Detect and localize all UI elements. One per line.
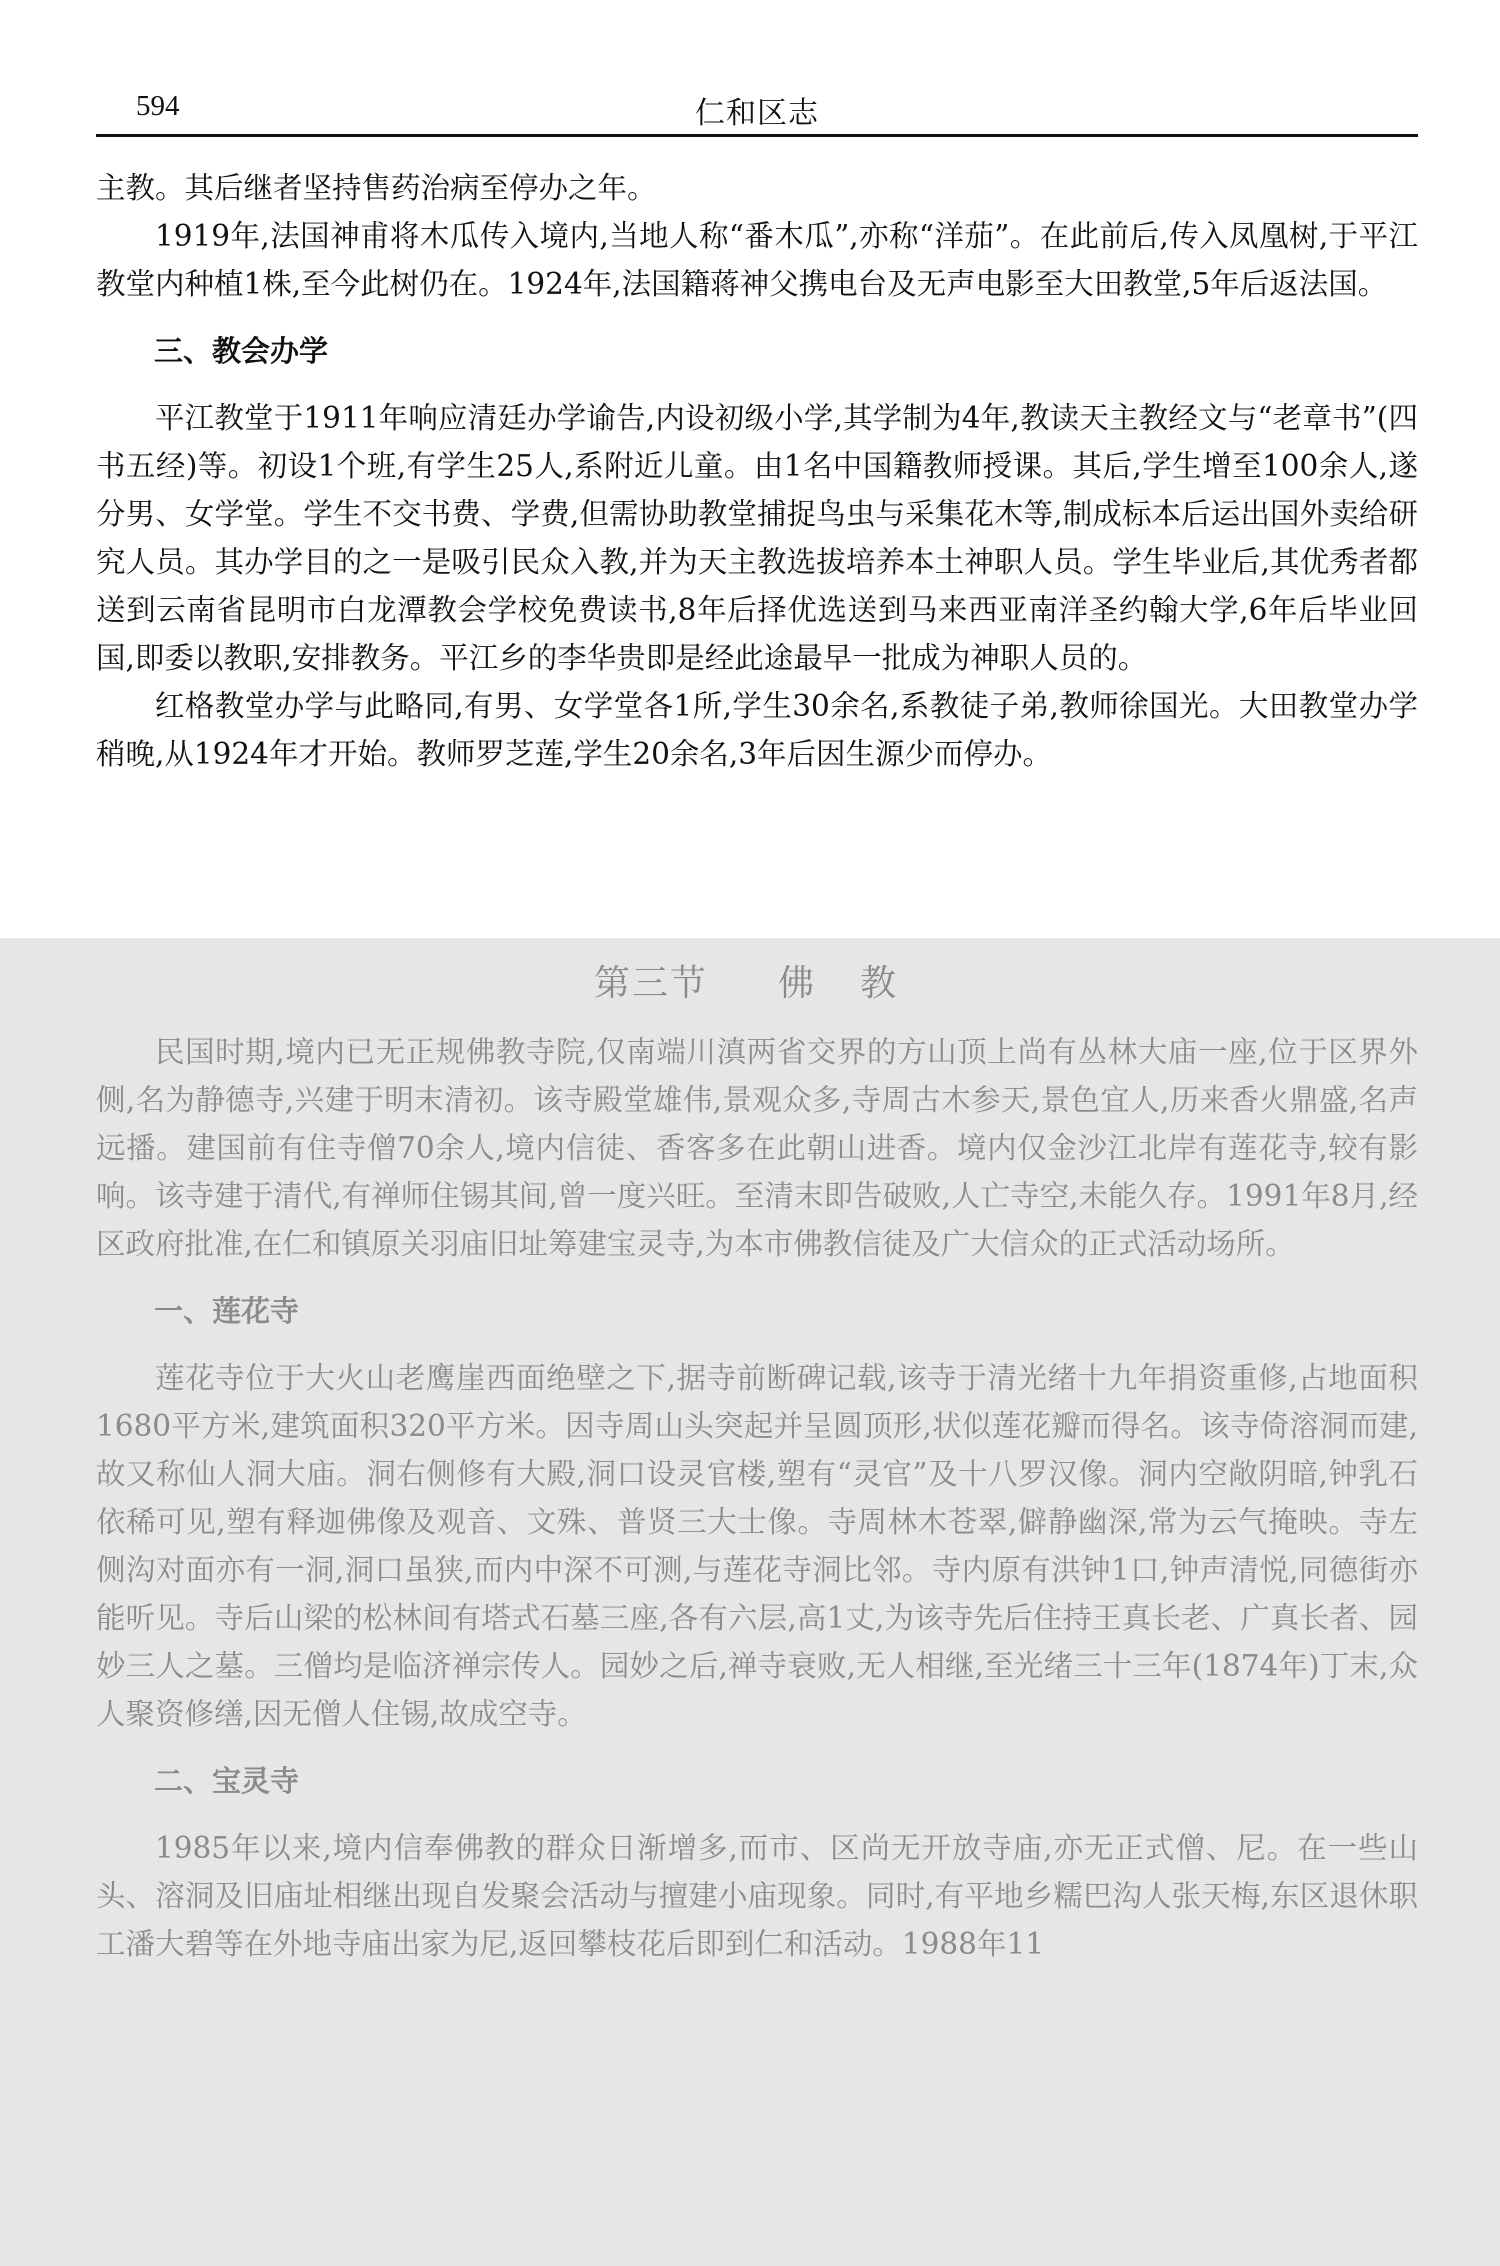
section-heading-lianhua: 一、莲花寺 [154,1294,300,1328]
page-header [96,84,1418,131]
paragraph-continuation: 主教。其后继者坚持售药治病至停办之年。 [96,171,657,205]
lower-text-block [96,938,1418,1968]
chapter-label: 第三节 [593,963,708,1004]
paragraph-pingjiang-school: 平江教堂于1911年响应清廷办学谕告,内设初级小学,其学制为4年,教读天主教经文与“老章书”(四书五经)等。初设1个班,有学生25人,系附近儿童。由1名中国籍教师授课。其后,学生增至100余人,遂分男、女学堂。学生不交书费、学费,但需协助教堂捕捉鸟虫与采集花木等,制成标本后运出国外卖给研究人员。其办学目的之一是吸引民众入教,并为天主教选拔培养本土神职人员。学生毕业后,其优秀者都送到云南省昆明市白龙潭教会学校免费读书,8年后择优选送到马来西亚南洋圣约翰大学,6年后毕业回国,即委以教职,安排教务。平江乡的李华贵即是经此途最早一批成为神职人员的。 [96,401,1418,675]
chapter-title-char: 教 [860,963,899,1004]
section-heading-church-schools: 三、教会办学 [154,334,329,368]
header-rule [96,134,1418,137]
chapter-heading [96,954,1418,1014]
chapter-title-char: 佛 [777,963,816,1004]
upper-text-block [96,164,1418,778]
faded-lower-section [0,938,1500,2266]
paragraph-lianhua-temple: 莲花寺位于大火山老鹰崖西面绝壁之下,据寺前断碑记载,该寺于清光绪十九年捐资重修,占地面积1680平方米,建筑面积320平方米。因寺周山头突起并呈圆顶形,状似莲花瓣而得名。该寺倚溶洞而建,故又称仙人洞大庙。洞右侧修有大殿,洞口设灵官楼,塑有“灵官”及十八罗汉像。洞内空敞阴暗,钟乳石依稀可见,塑有释迦佛像及观音、文殊、普贤三大士像。寺周林木苍翠,僻静幽深,常为云气掩映。寺左侧沟对面亦有一洞,洞口虽狭,而内中深不可测,与莲花寺洞比邻。寺内原有洪钟1口,钟声清悦,同德街亦能听见。寺后山梁的松林间有塔式石墓三座,各有六层,高1丈,为该寺先后住持王真长老、广真长者、园妙三人之墓。三僧均是临济禅宗传人。园妙之后,禅寺衰败,无人相继,至光绪三十三年(1874年)丁末,众人聚资修缮,因无僧人住锡,故成空寺。 [96,1361,1418,1731]
paragraph-baoling-temple: 1985年以来,境内信奉佛教的群众日渐增多,而市、区尚无开放寺庙,亦无正式僧、尼。在一些山头、溶洞及旧庙址相继出现自发聚会活动与擅建小庙现象。同时,有平地乡糯巴沟人张天梅,东区退休职工潘大碧等在外地寺庙出家为尼,返回攀枝花后即到仁和活动。1988年11 [96,1831,1418,1961]
paragraph-buddhism-intro: 民国时期,境内已无正规佛教寺院,仅南端川滇两省交界的方山顶上尚有丛林大庙一座,位于区界外侧,名为静德寺,兴建于明末清初。该寺殿堂雄伟,景观众多,寺周古木参天,景色宜人,历来香火鼎盛,名声远播。建国前有住寺僧70余人,境内信徒、香客多在此朝山进香。境内仅金沙江北岸有莲花寺,较有影响。该寺建于清代,有禅师住锡其间,曾一度兴旺。至清末即告破败,人亡寺空,未能久存。1991年8月,经区政府批准,在仁和镇原关羽庙旧址筹建宝灵寺,为本市佛教信徒及广大信众的正式活动场所。 [96,1035,1418,1261]
page-number: 594 [136,90,180,122]
paragraph-hongge-school: 红格教堂办学与此略同,有男、女学堂各1所,学生30余名,系教徒子弟,教师徐国光。大田教堂办学稍晚,从1924年才开始。教师罗芝莲,学生20余名,3年后因生源少而停办。 [96,689,1418,771]
running-title: 仁和区志 [695,96,819,131]
section-heading-baoling: 二、宝灵寺 [154,1764,300,1798]
paragraph-papaya: 1919年,法国神甫将木瓜传入境内,当地人称“番木瓜”,亦称“洋茄”。在此前后,传入凤凰树,于平江教堂内种植1株,至今此树仍在。1924年,法国籍蒋神父携电台及无声电影至大田教堂,5年后返法国。 [96,219,1418,301]
